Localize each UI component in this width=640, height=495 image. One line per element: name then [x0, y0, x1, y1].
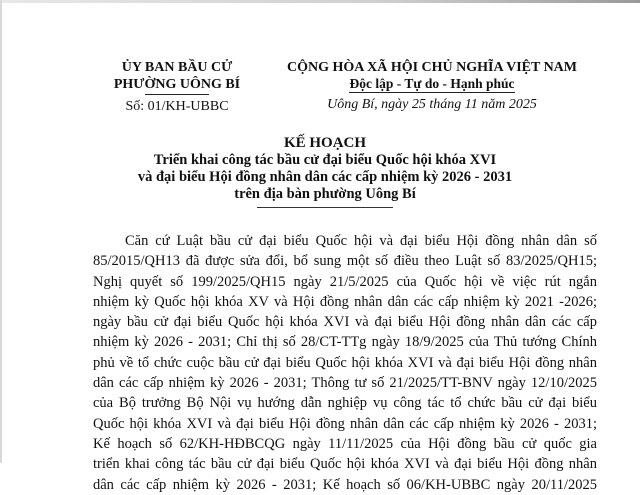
- document-type: KẾ HOẠCH: [283, 135, 367, 151]
- body-line: Quốc hội khóa XVI và đại biểu Hội đồng nhân dân các cấp nhiệm kỳ 2026 - 2031;: [93, 415, 597, 432]
- document-title: [100, 135, 550, 208]
- body-line: triển khai công tác bầu cử đại biểu Quốc hội khóa XVI và đại biểu Hội đồng nhân: [93, 456, 597, 473]
- body-line: dân các cấp nhiệm kỳ 2026 - 2031; Thông tư số 21/2025/TT-BNV ngày 12/10/2025: [93, 375, 597, 392]
- body-line: của Bộ trưởng Bộ Nội vụ hướng dẫn nghiệp vụ công tác tổ chức bầu cử đại biểu: [93, 395, 597, 412]
- body-line: nhiệm kỳ 2026 - 2031; Chỉ thị số 28/CT-TTg ngày 18/9/2025 của Thủ tướng Chính: [93, 334, 597, 351]
- title-line-1: Triển khai công tác bầu cử đại biểu Quốc hội khóa XVI: [153, 152, 497, 168]
- issuer-line-1: ỦY BAN BẦU CỬ: [121, 60, 233, 75]
- document-body: [93, 231, 597, 495]
- body-line: 85/2015/QH13 đã được sửa đổi, bổ sung một số điều theo Luật số 83/2025/QH15;: [93, 253, 597, 270]
- title-line-3: trên địa bàn phường Uông Bí: [234, 186, 416, 202]
- issuer-line-2: PHƯỜNG UÔNG BÍ: [113, 77, 241, 92]
- title-line-2: và đại biểu Hội đồng nhân dân các cấp nhiệm kỳ 2026 - 2031: [137, 169, 513, 185]
- country-name: CỘNG HÒA XÃ HỘI CHỦ NGHĨA VIỆT NAM: [286, 60, 577, 75]
- national-header: [282, 59, 582, 113]
- body-line: Nghị quyết số 199/2025/QH15 ngày 21/5/2025 của Quốc hội về việc rút ngắn: [93, 273, 597, 290]
- body-line: ngày bầu cử đại biểu Quốc hội khóa XVI và đại biểu Hội đồng nhân dân các cấp: [93, 314, 597, 331]
- body-line: phủ về tổ chức cuộc bầu cử đại biểu Quốc hội khóa XVI và đại biểu Hội đồng nhân: [93, 354, 597, 371]
- title-underline: [257, 207, 393, 208]
- issuer-underline: [145, 94, 209, 95]
- document-number: Số: 01/KH-UBBC: [125, 99, 229, 114]
- place-date: Uông Bí, ngày 25 tháng 11 năm 2025: [327, 97, 537, 112]
- body-line: Căn cứ Luật bầu cử đại biểu Quốc hội và đại biểu Hội đồng nhân dân số: [125, 233, 597, 249]
- issuer-header: [98, 59, 256, 115]
- national-motto-text: Độc lập - Tự do - Hạnh phúc: [349, 76, 515, 91]
- body-line: Kế hoạch số 62/KH-HĐBCQG ngày 11/11/2025 của Hội đồng bầu cử quốc gia: [93, 435, 597, 452]
- scan-top-edge: [0, 0, 640, 3]
- national-motto: [282, 76, 582, 92]
- body-line: dân các cấp nhiệm kỳ 2026 - 2031; Kế hoạch số 06/KH-UBBC ngày 20/11/2025: [93, 476, 597, 493]
- body-line: nhiệm kỳ Quốc hội khóa XV và Hội đồng nhân dân các cấp nhiệm kỳ 2021 -2026;: [93, 293, 597, 310]
- scan-left-edge: [0, 0, 2, 463]
